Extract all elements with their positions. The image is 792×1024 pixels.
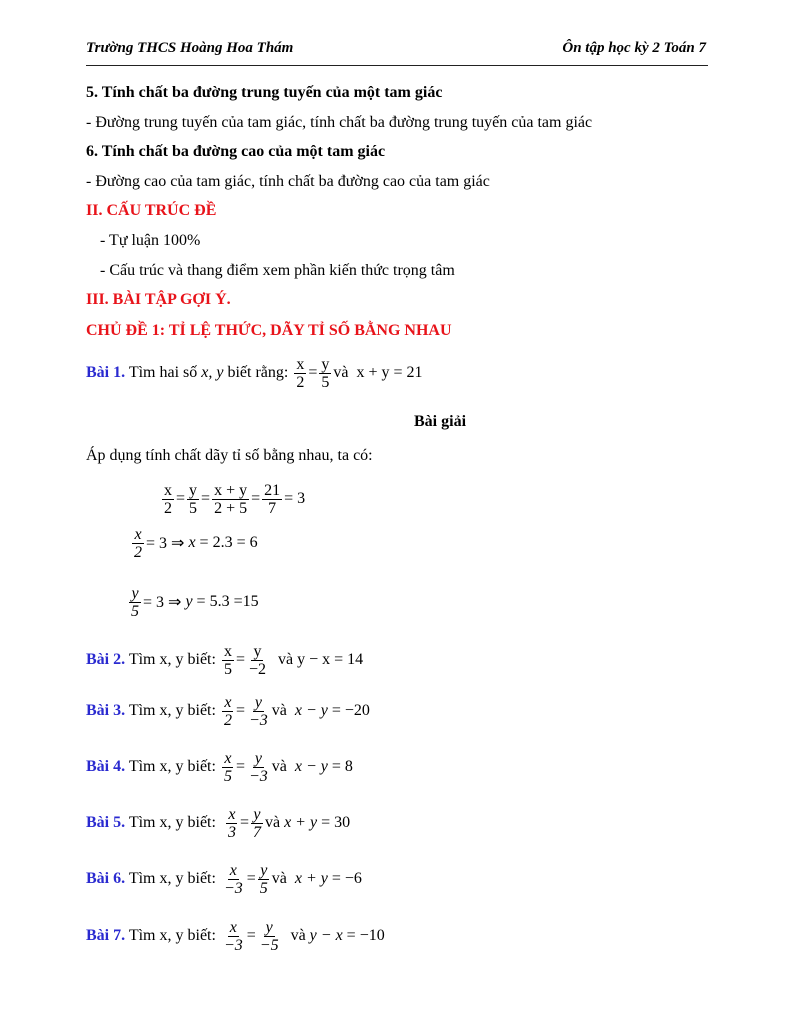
text: = 30 xyxy=(317,814,351,831)
fraction xyxy=(222,919,245,954)
denominator: −2 xyxy=(248,660,266,678)
fraction xyxy=(222,643,234,678)
numerator: x xyxy=(224,749,232,767)
text: Tìm x, y biết: xyxy=(125,651,220,668)
text: = 2.3 = 6 xyxy=(195,534,258,551)
denominator: 5 xyxy=(259,879,268,897)
fraction xyxy=(258,919,281,954)
section-heading: CHỦ ĐỀ 1: TỈ LỆ THỨC, DÃY TỈ SỐ BẰNG NHAU xyxy=(86,322,452,339)
text: Tìm x, y biết: xyxy=(125,927,220,944)
fraction xyxy=(247,750,270,785)
text: = xyxy=(201,490,211,507)
text: 5. Tính chất ba đường trung tuyến của một tam giác xyxy=(86,84,443,101)
fraction xyxy=(129,585,141,620)
text: y − x xyxy=(309,927,343,944)
text: = −10 xyxy=(342,927,385,944)
text: x − y xyxy=(294,758,328,775)
exercise-label: Bài 6. xyxy=(86,870,126,887)
numerator: x xyxy=(224,693,232,711)
text: Áp dụng tính chất dãy tỉ số bằng nhau, ta có: xyxy=(86,447,373,464)
numerator: x xyxy=(229,918,237,936)
numerator: 21 xyxy=(264,481,281,499)
text: = xyxy=(239,814,249,831)
numerator: x xyxy=(296,355,305,373)
text: - Đường cao của tam giác, tính chất ba đường cao của tam giác xyxy=(86,173,490,190)
denominator: 5 xyxy=(223,660,232,678)
exercise-label: Bài 4. xyxy=(86,758,126,775)
denominator: 5 xyxy=(321,373,330,391)
numerator: y xyxy=(260,861,268,879)
text-line xyxy=(160,479,305,519)
text: Tìm x, y biết: xyxy=(125,814,224,831)
denominator: 2 xyxy=(134,543,142,561)
text: và xyxy=(264,814,285,831)
text: Tìm x, y biết: xyxy=(125,702,220,719)
text: 6. Tính chất ba đường cao của một tam giác xyxy=(86,143,386,160)
numerator: y xyxy=(321,355,330,373)
denominator: −3 xyxy=(248,711,268,729)
fraction xyxy=(294,356,306,391)
text-line xyxy=(86,311,452,351)
text: = xyxy=(176,490,186,507)
denominator: −3 xyxy=(223,936,243,954)
denominator: 7 xyxy=(268,499,277,517)
denominator: 3 xyxy=(227,823,236,841)
fraction xyxy=(247,643,268,678)
fraction xyxy=(222,750,234,785)
numerator: y xyxy=(265,918,273,936)
text: x − y xyxy=(294,702,328,719)
text-line xyxy=(86,353,423,393)
denominator: 5 xyxy=(223,767,232,785)
numerator: x + y xyxy=(214,481,248,499)
text: Tìm x, y biết: xyxy=(125,758,220,775)
text: = −20 xyxy=(327,702,370,719)
exercise-label: Bài 7. xyxy=(86,927,126,944)
text-line xyxy=(86,691,370,731)
numerator: y xyxy=(253,805,261,823)
fraction xyxy=(247,694,270,729)
text: x xyxy=(188,534,196,551)
denominator: 2 xyxy=(164,499,172,517)
text: y xyxy=(185,593,193,610)
text: biết rằng: xyxy=(223,364,293,381)
numerator: x xyxy=(164,481,172,499)
exercise-label: Bài 1. xyxy=(86,364,126,381)
text: và xyxy=(271,702,295,719)
header-divider xyxy=(86,65,708,66)
denominator: −5 xyxy=(259,936,279,954)
fraction xyxy=(319,356,331,391)
text: Tìm x, y biết: xyxy=(125,870,220,887)
text: = 8 xyxy=(327,758,353,775)
text-line xyxy=(86,640,363,680)
fraction xyxy=(187,482,199,517)
denominator: 5 xyxy=(189,499,198,517)
numerator: y xyxy=(189,481,198,499)
numerator: y xyxy=(253,642,262,660)
denominator: 2 xyxy=(223,711,232,729)
text: - Cấu trúc và thang điểm xem phần kiến thức trọng tâm xyxy=(100,262,455,279)
text: Bài giải xyxy=(414,413,467,430)
text: Tìm hai số xyxy=(125,364,202,381)
text: và xyxy=(271,758,295,775)
numerator: x xyxy=(228,805,236,823)
numerator: x xyxy=(223,642,232,660)
numerator: y xyxy=(254,749,262,767)
text: = 5.3 =15 xyxy=(192,593,259,610)
fraction xyxy=(212,482,249,517)
text: và y − x = 14 xyxy=(270,651,364,668)
denominator: 7 xyxy=(252,823,261,841)
fraction xyxy=(132,526,144,561)
denominator: 2 xyxy=(296,373,305,391)
denominator: 5 xyxy=(131,602,139,620)
text: x + y xyxy=(284,814,318,831)
text-line xyxy=(86,916,385,956)
fraction xyxy=(162,482,174,517)
fraction xyxy=(262,482,282,517)
text: và xyxy=(282,927,310,944)
text-line xyxy=(86,859,362,899)
header-title: Ôn tập học kỳ 2 Toán 7 xyxy=(562,40,706,56)
fraction xyxy=(222,862,245,897)
text: x + y xyxy=(294,870,328,887)
exercise-label: Bài 5. xyxy=(86,814,126,831)
text: = xyxy=(251,490,261,507)
text: = −6 xyxy=(327,870,362,887)
numerator: y xyxy=(254,693,262,711)
text: và xyxy=(271,870,295,887)
exercise-label: Bài 2. xyxy=(86,651,126,668)
section-heading: II. CẤU TRÚC ĐỀ xyxy=(86,202,217,219)
text: = xyxy=(235,702,245,719)
text: x, y xyxy=(201,364,224,381)
section-heading: III. BÀI TẬP GỢI Ý. xyxy=(86,291,231,308)
text: = 3 ⇒ xyxy=(143,594,186,611)
text-line xyxy=(86,747,353,787)
fraction xyxy=(226,806,238,841)
header-school: Trường THCS Hoàng Hoa Thám xyxy=(86,40,294,56)
text: - Tự luận 100% xyxy=(100,232,201,249)
text-line xyxy=(127,582,259,622)
text-line xyxy=(86,803,350,843)
text-line xyxy=(414,402,466,442)
text: = xyxy=(246,927,256,944)
text: = xyxy=(235,651,245,668)
denominator: 2 + 5 xyxy=(214,499,248,517)
numerator: x xyxy=(134,525,142,543)
fraction xyxy=(258,862,270,897)
numerator: y xyxy=(131,584,139,602)
text: = 3 xyxy=(284,490,306,507)
numerator: x xyxy=(229,861,237,879)
text: = xyxy=(235,758,245,775)
text: = xyxy=(308,364,318,381)
text-line xyxy=(130,523,258,563)
text: - Đường trung tuyến của tam giác, tính chất ba đường trung tuyến của tam giác xyxy=(86,114,593,131)
fraction xyxy=(251,806,263,841)
denominator: −3 xyxy=(248,767,268,785)
text: và x + y = 21 xyxy=(333,364,423,381)
text: = 3 ⇒ xyxy=(146,535,189,552)
text: = xyxy=(246,870,256,887)
denominator: −3 xyxy=(223,879,243,897)
text-line xyxy=(86,436,373,476)
exercise-label: Bài 3. xyxy=(86,702,126,719)
fraction xyxy=(222,694,234,729)
